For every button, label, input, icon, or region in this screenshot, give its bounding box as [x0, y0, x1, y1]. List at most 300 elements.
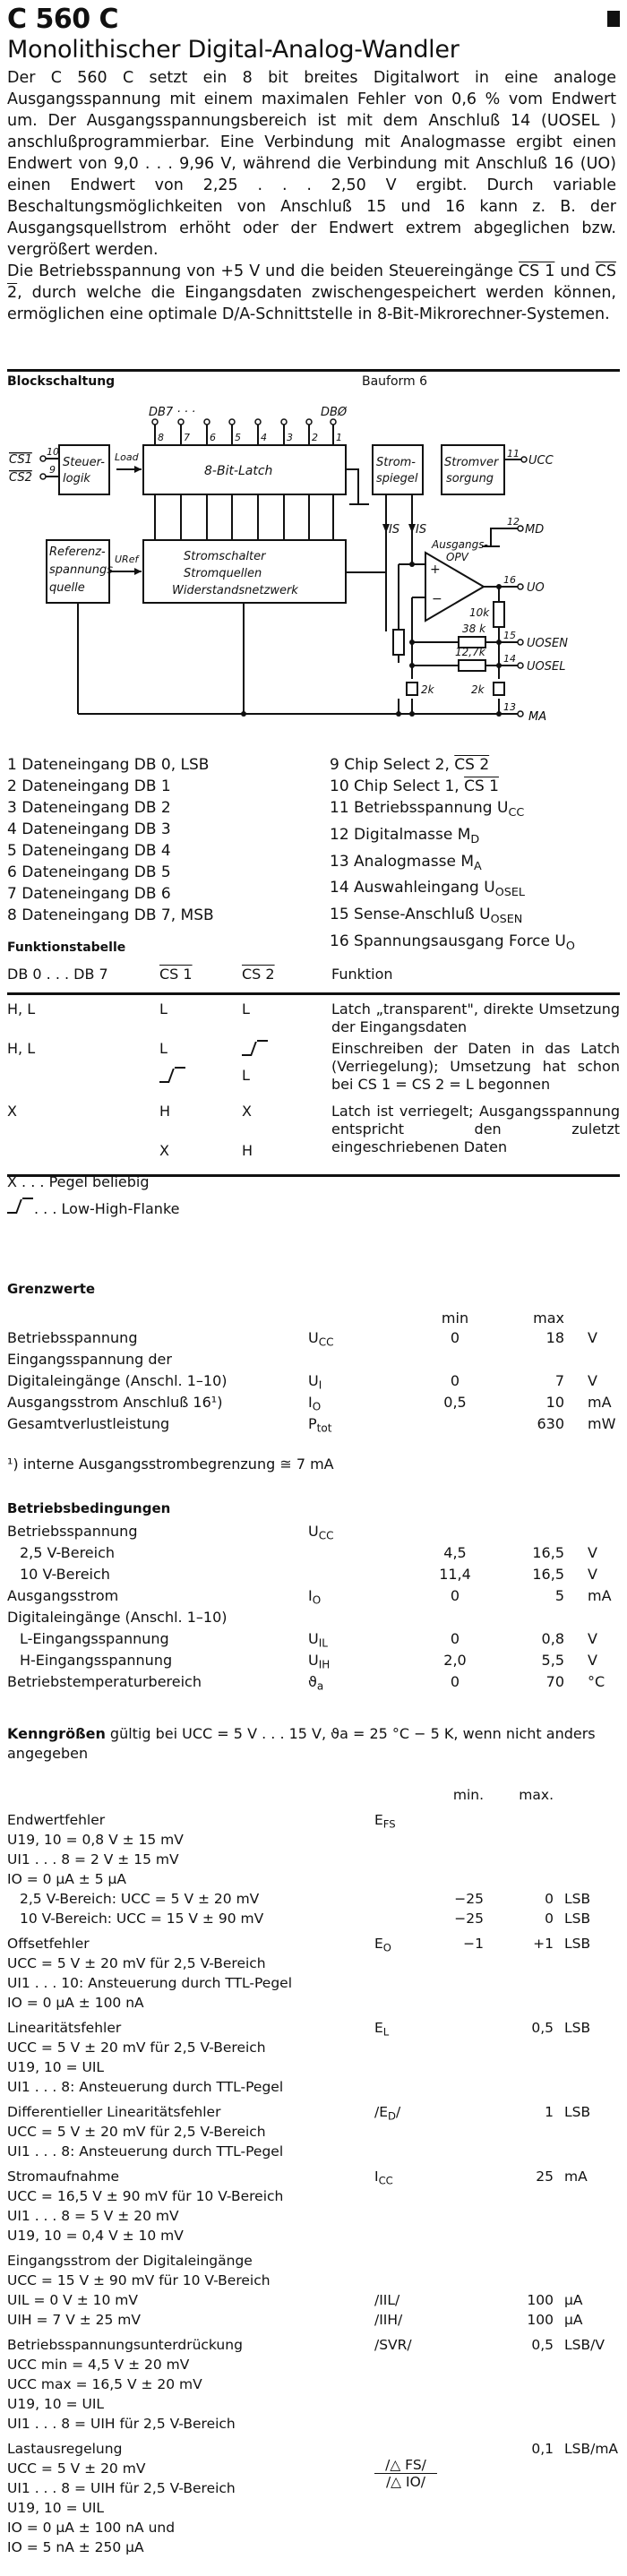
characteristic-title: Differentieller Linearitätsfehler: [7, 2104, 221, 2120]
operating-row: [7, 1544, 620, 1566]
characteristics-header: [7, 1787, 620, 1807]
limits-row: [7, 1372, 620, 1394]
param-max: 18: [545, 1329, 564, 1346]
cell-function: Einschreiben der Daten in das Latch (Verriegelung); Umsetzung hat schon bei CS 1 = CS 2 = L begonnen: [331, 1040, 620, 1093]
current-mirror-label-1: Strom-: [376, 456, 417, 469]
condition-row: [7, 2416, 620, 2435]
reference-label-2: spannungs: [49, 563, 113, 577]
resistor-label-2k-a: 2k: [421, 683, 434, 696]
characteristic-title: Linearitätsfehler: [7, 2020, 122, 2036]
resistor-label-38k: 38 k: [462, 623, 486, 635]
label-db7: DB7 · · ·: [149, 406, 195, 419]
pin-item: 13 Analogmasse $M_A$: [330, 852, 482, 873]
function-table-row: [7, 1000, 620, 1040]
char-col-max: max.: [519, 1787, 554, 1803]
operating-row: [7, 1587, 620, 1609]
characteristics-conditions: gültig bei UCC = 5 V . . . 15 V, ϑa = 25 °C − 5 K, wenn nicht anders angegeben: [7, 1725, 596, 1762]
pin-num-1: 1: [336, 432, 342, 443]
condition-text: UCC max = 16,5 V ± 20 mV: [7, 2376, 202, 2392]
characteristic-max: 0,5: [531, 2020, 554, 2036]
param-max: 5,5: [541, 1652, 564, 1669]
cell-cs1: L: [159, 1000, 167, 1018]
cell-cs2: [242, 1040, 269, 1060]
condition-row: [7, 2539, 620, 2559]
characteristic-max: 1: [545, 2104, 554, 2120]
pin-subscript: CC: [508, 805, 525, 820]
latch-to-network-lines: [155, 494, 333, 540]
condition-min: −25: [454, 1911, 484, 1927]
characteristic-symbol-sub: D: [388, 2109, 396, 2123]
param-min: 0: [450, 1372, 460, 1389]
condition-text: UI1 . . . 8: Ansteuerung durch TTL-Pegel: [7, 2079, 284, 2095]
pin-subscript: D: [470, 832, 480, 846]
fraction-denominator: /△ IO/: [385, 2474, 426, 2490]
param-min: 0: [450, 1673, 460, 1690]
characteristic-max: +1: [533, 1936, 554, 1952]
operating-table: [7, 1523, 620, 1695]
operating-row: [7, 1652, 620, 1673]
condition-text: IO = 0 µA ± 100 nA und: [7, 2520, 176, 2536]
param-symbol-sub: tot: [316, 1421, 332, 1435]
condition-symbol: /IIH/: [374, 2312, 403, 2328]
characteristic-symbol-sub: FS: [382, 1817, 396, 1831]
condition-row: [7, 1891, 620, 1911]
label-db0: DBØ: [321, 406, 348, 419]
section-label-grenzwerte: Grenzwerte: [7, 1281, 96, 1297]
pin-item: 5 Dateneingang DB 4: [7, 842, 171, 860]
param-unit: V: [588, 1630, 597, 1647]
condition-text: U19, 10 = 0,8 V ± 15 mV: [7, 1832, 184, 1848]
control-logic-label-2: logik: [63, 472, 90, 485]
power-supply-label-1: Stromver: [444, 456, 499, 469]
pin-item: 4 Dateneingang DB 3: [7, 820, 171, 838]
reference-label-1: Referenz-: [49, 545, 106, 559]
pin-item: 6 Dateneingang DB 5: [7, 863, 171, 881]
characteristic-title-row: [7, 2104, 620, 2124]
condition-symbol: /IIL/: [374, 2292, 400, 2308]
condition-text: UCC = 16,5 V ± 90 mV für 10 V-Bereich: [7, 2188, 284, 2204]
label-uref: URef: [115, 554, 139, 565]
param-max: 16,5: [532, 1566, 564, 1583]
label-md: MD: [525, 523, 545, 537]
function-table-header: [7, 966, 620, 992]
characteristics-title: Kenngrößen: [7, 1725, 106, 1742]
characteristic-title-row: [7, 2020, 620, 2039]
condition-text: UI1 . . . 8 = UIH für 2,5 V-Bereich: [7, 2416, 236, 2432]
cell-db: H, L: [7, 1000, 36, 1018]
opamp-label-1: Ausgangs-: [432, 538, 488, 551]
condition-text: UCC = 5 V ± 20 mV: [7, 2460, 146, 2477]
control-logic-label-1: Steuer-: [63, 456, 105, 469]
latch-label: 8-Bit-Latch: [204, 464, 273, 478]
condition-text: UI1 . . . 8 = 5 V ± 20 mV: [7, 2208, 179, 2224]
characteristic-title: Stromaufnahme: [7, 2168, 120, 2185]
condition-text: UCC = 15 V ± 90 mV für 10 V-Bereich: [7, 2272, 271, 2288]
condition-max: 100: [527, 2292, 554, 2308]
opamp-plus: +: [430, 562, 441, 577]
condition-text: U19, 10 = 0,4 V ± 10 mV: [7, 2228, 184, 2244]
edge-icon: [242, 1040, 269, 1056]
characteristic-unit: LSB: [564, 2020, 591, 2036]
function-table-row: [7, 1142, 620, 1169]
param-symbol-sub: I: [318, 1378, 322, 1392]
param-symbol-sub: O: [312, 1400, 322, 1413]
intro-p2-part-b: und: [554, 262, 596, 280]
pin-num-3: 3: [287, 432, 293, 443]
param-label: Gesamtverlustleistung: [7, 1415, 170, 1432]
characteristic-title: Endwertfehler: [7, 1812, 106, 1828]
param-symbol-sub: CC: [318, 1529, 334, 1542]
condition-unit: LSB: [564, 1891, 591, 1907]
reference-label-3: quelle: [49, 581, 85, 595]
edge-icon: [7, 1198, 34, 1214]
param-symbol-sub: IL: [318, 1636, 328, 1650]
cell-function: Latch „transparent", direkte Umsetzung der Eingangsdaten: [331, 1000, 620, 1035]
condition-unit: µA: [564, 2292, 583, 2308]
characteristics-body: [7, 1807, 620, 2559]
limits-col-max: max: [533, 1309, 564, 1327]
limits-row: [7, 1351, 620, 1372]
page-title: Monolithischer Digital-Analog-Wandler: [7, 36, 460, 64]
operating-row: [7, 1673, 620, 1695]
resistor-label-10k: 10k: [469, 606, 490, 619]
intro-paragraph-1: Der C 560 C setzt ein 8 bit breites Digitalwort in eine analoge Ausgangsspannung mit einem maximalen Fehler von 0,6 % vom Endwert um. Der Ausgangsspannungsbereich ist mit dem Anschluß 14 (UOSEL ) anschlußprogrammierbar. Eine Verbindung mit Analogmasse ergibt einen Endwert von 9,0 . . . 9,96 V, während die Verbindung mit Anschluß 16 (UO) einen Endwert von 2,25 . . . 2,50 V ergibt. Durch variable Beschaltungsmöglichkeiten von Anschluß 15 und 16 kann z. B. der Ausgangsquellstrom erhöht oder der Endwert extrem abgeglichen bzw. vergrößert werden.: [7, 69, 616, 259]
limits-footnote: ¹) interne Ausgangsstrombegrenzung ≅ 7 mA: [7, 1455, 334, 1473]
condition-row: [7, 2292, 620, 2312]
characteristic-max: 0,1: [531, 2441, 554, 2457]
function-table-body: [7, 1000, 620, 1169]
param-symbol: $I_O$: [308, 1587, 322, 1607]
label-uosel: UOSEL: [527, 660, 566, 674]
label-ucc: UCC: [528, 454, 554, 468]
characteristic-title-row: [7, 2253, 620, 2272]
param-max: 16,5: [532, 1544, 564, 1561]
characteristic-title-row: [7, 2441, 620, 2460]
condition-row: [7, 2480, 620, 2500]
param-symbol: $I_O$: [308, 1394, 322, 1413]
header-cs1: CS 1: [159, 966, 193, 983]
pin-item: 10 Chip Select 1, CS 1: [330, 777, 499, 795]
intro-paragraph-2: [7, 261, 616, 325]
condition-unit: LSB: [564, 1911, 591, 1927]
label-is-left: IS: [389, 523, 400, 537]
characteristic-symbol: $E_O$: [374, 1936, 391, 1954]
condition-row: [7, 2228, 620, 2247]
param-symbol: $ϑ_a$: [308, 1673, 324, 1693]
param-symbol: $U_{CC}$: [308, 1523, 334, 1542]
condition-text: UI1 . . . 8: Ansteuerung durch TTL-Pegel: [7, 2143, 284, 2160]
condition-row: [7, 2357, 620, 2376]
edge-icon: [159, 1067, 186, 1083]
param-symbol-sub: a: [316, 1679, 324, 1693]
characteristic-title: Betriebsspannungsunterdrückung: [7, 2337, 243, 2353]
legend-edge: [7, 1198, 179, 1217]
block-diagram-svg: [0, 394, 627, 699]
label-cs1: CS1: [9, 453, 32, 467]
limits-row: [7, 1329, 620, 1351]
current-mirror-block: [373, 445, 423, 494]
condition-text: UI1 . . . 10: Ansteuerung durch TTL-Pegel: [7, 1975, 292, 1991]
characteristic-unit: LSB/V: [564, 2337, 605, 2353]
operating-row: [7, 1566, 620, 1587]
characteristic-symbol: $I_{CC}$: [374, 2168, 393, 2187]
condition-row: [7, 2500, 620, 2520]
condition-row: [7, 1851, 620, 1871]
pin-num-uosen: 15: [503, 630, 516, 641]
characteristic-title: Eingangsstrom der Digitaleingänge: [7, 2253, 253, 2269]
characteristic-symbol: /SVR/: [374, 2337, 412, 2353]
condition-text: IO = 5 nA ± 250 µA: [7, 2539, 144, 2555]
pin-num-ucc: 11: [507, 448, 520, 459]
characteristic-title-row: [7, 2337, 620, 2357]
condition-text: UI1 . . . 8 = UIH für 2,5 V-Bereich: [7, 2480, 236, 2496]
cs1-overline: CS 1: [518, 262, 555, 280]
diagram-bottom-bus: [0, 699, 627, 734]
param-max: 7: [554, 1372, 564, 1389]
limits-header: [7, 1309, 620, 1329]
function-table-row: [7, 1067, 620, 1103]
part-number: C 560 C: [7, 4, 119, 35]
opamp-label-2: OPV: [446, 551, 468, 563]
condition-row: [7, 2124, 620, 2143]
pin-num-8: 8: [158, 432, 164, 443]
block-diagram: [0, 394, 627, 699]
param-unit: V: [588, 1566, 597, 1583]
condition-max: 0: [545, 1911, 554, 1927]
param-label: 2,5 V-Bereich: [20, 1544, 116, 1561]
characteristic-symbol: $/E_D/$: [374, 2104, 401, 2123]
function-table-row: [7, 1040, 620, 1093]
param-max: 10: [545, 1394, 564, 1411]
param-min: 4,5: [443, 1544, 467, 1561]
pin-item: 14 Auswahleingang $U_{OSEL}$: [330, 879, 525, 900]
condition-row: [7, 2188, 620, 2208]
param-label: Digitaleingänge (Anschl. 1–10): [7, 1609, 228, 1626]
pin-num-2: 2: [312, 432, 318, 443]
condition-text: 10 V-Bereich: UCC = 15 V ± 90 mV: [20, 1911, 264, 1927]
param-unit: °C: [588, 1673, 606, 1690]
control-logic-block: [59, 445, 109, 494]
condition-row: [7, 2079, 620, 2099]
condition-row: [7, 2396, 620, 2416]
condition-row: [7, 1911, 620, 1930]
pin-num-md: 12: [507, 516, 520, 528]
condition-row: [7, 1832, 620, 1851]
characteristic-title: Lastausregelung: [7, 2441, 123, 2457]
pin-num-uosel: 14: [503, 653, 516, 665]
limits-row: [7, 1394, 620, 1415]
pin-num-5: 5: [235, 432, 241, 443]
condition-row: [7, 2376, 620, 2396]
param-symbol: $U_{CC}$: [308, 1329, 334, 1349]
characteristic-unit: LSB: [564, 1936, 591, 1952]
condition-max: 100: [527, 2312, 554, 2328]
table-divider-top: [7, 992, 620, 995]
pin-num-6: 6: [210, 432, 216, 443]
pin-item: 15 Sense-Anschluß $U_{OSEN}$: [330, 906, 523, 927]
param-unit: V: [588, 1544, 597, 1561]
section-label-betriebsbedingungen: Betriebsbedingungen: [7, 1500, 171, 1516]
param-symbol: $P_{tot}$: [308, 1415, 332, 1435]
param-min: 0: [450, 1587, 460, 1604]
param-unit: mA: [588, 1394, 612, 1411]
cell-db: X: [7, 1103, 17, 1120]
param-label: Eingangsspannung der: [7, 1351, 172, 1368]
condition-text: UIL = 0 V ± 10 mV: [7, 2292, 138, 2308]
characteristics-table: [7, 1787, 620, 2559]
cell-db: H, L: [7, 1040, 36, 1057]
condition-text: IO = 0 µA ± 5 µA: [7, 1871, 126, 1887]
param-unit: V: [588, 1652, 597, 1669]
data-pin-lines: [155, 425, 333, 445]
header-cs2: CS 2: [242, 966, 275, 983]
condition-text: UCC = 5 V ± 20 mV für 2,5 V-Bereich: [7, 2124, 266, 2140]
param-min: 2,0: [443, 1652, 467, 1669]
cell-cs1: X: [159, 1142, 169, 1159]
operating-row: [7, 1609, 620, 1630]
operating-body: [7, 1523, 620, 1695]
cell-cs2: L: [242, 1067, 250, 1084]
param-label: Betriebsspannung: [7, 1523, 138, 1540]
condition-row: [7, 2520, 620, 2539]
condition-text: U19, 10 = UIL: [7, 2396, 105, 2412]
cell-cs2: X: [242, 1103, 252, 1120]
param-min: 0,5: [443, 1394, 467, 1411]
header-funktion: Funktion: [331, 966, 393, 983]
operating-row: [7, 1523, 620, 1544]
label-load: Load: [115, 451, 139, 463]
condition-text: UIH = 7 V ± 25 mV: [7, 2312, 141, 2328]
pin-item: 2 Dateneingang DB 1: [7, 777, 171, 795]
characteristic-unit: LSB: [564, 2104, 591, 2120]
condition-text: IO = 0 µA ± 100 nA: [7, 1995, 144, 2011]
switch-network-label-2: Stromquellen: [184, 567, 262, 580]
function-table: [7, 966, 620, 1177]
param-max: 70: [545, 1673, 564, 1690]
characteristic-max: 0,5: [531, 2337, 554, 2353]
limits-col-min: min: [441, 1309, 469, 1327]
param-label: 10 V-Bereich: [20, 1566, 110, 1583]
intro-p2-part-a: Die Betriebsspannung von +5 V und die beiden Steuereingänge: [7, 262, 519, 280]
characteristic-unit: LSB/mA: [564, 2441, 619, 2457]
pin-overline: CS 1: [464, 777, 499, 795]
characteristic-title: Offsetfehler: [7, 1936, 90, 1952]
condition-text: UCC = 5 V ± 20 mV für 2,5 V-Bereich: [7, 2039, 266, 2056]
pin-num-ma: 13: [503, 701, 516, 713]
package-label: Bauform 6: [362, 374, 428, 389]
pin-item: 8 Dateneingang DB 7, MSB: [7, 906, 214, 924]
pin-subscript: A: [474, 859, 482, 873]
pin-num-uo: 16: [503, 574, 516, 586]
characteristic-title-row: [7, 1936, 620, 1955]
pin-item: 11 Betriebsspannung $U_{CC}$: [330, 799, 525, 820]
fraction-numerator: /△ FS/: [374, 2457, 437, 2474]
switch-network-label-3: Widerstandsnetzwerk: [172, 584, 298, 597]
cell-function: Latch ist verriegelt; Ausgangsspannung entspricht den zuletzt eingeschriebenen Daten: [331, 1103, 620, 1155]
param-unit: mA: [588, 1587, 612, 1604]
limits-row: [7, 1415, 620, 1437]
param-min: 11,4: [439, 1566, 471, 1583]
condition-row: [7, 1955, 620, 1975]
pin-num-cs2: 9: [49, 464, 56, 476]
intro-p2-part-c: , durch welche die Eingangsdaten zwischengespeichert werden können, ermöglichen eine optimale D/A-Schnittstelle in 8-Bit-Mikrorechner-Systemen.: [7, 284, 616, 323]
condition-row: [7, 1871, 620, 1891]
cs2-overline: CS 2: [7, 262, 616, 302]
pin-num-4: 4: [261, 432, 267, 443]
param-symbol: $U_{IL}$: [308, 1630, 328, 1650]
cell-cs2: H: [242, 1142, 253, 1159]
characteristic-symbol: $E_{FS}$: [374, 1812, 396, 1831]
param-label: H-Eingangsspannung: [20, 1652, 173, 1669]
characteristic-symbol-sub: O: [382, 1941, 391, 1954]
param-label: Ausgangsstrom: [7, 1587, 119, 1604]
pin-item: 3 Dateneingang DB 2: [7, 799, 171, 817]
pin-subscript: O: [565, 939, 575, 953]
condition-row: [7, 2208, 620, 2228]
label-uo: UO: [527, 581, 545, 595]
cell-cs1: [159, 1067, 186, 1086]
condition-max: 0: [545, 1891, 554, 1907]
condition-row: [7, 2312, 620, 2331]
pin-subscript: OSEN: [490, 913, 523, 927]
divider: [7, 369, 620, 372]
pin-item: 1 Dateneingang DB 0, LSB: [7, 756, 210, 774]
power-supply-label-2: sorgung: [446, 472, 494, 485]
param-label: Betriebsspannung: [7, 1329, 138, 1346]
condition-text: U19, 10 = UIL: [7, 2500, 105, 2516]
param-label: Betriebstemperaturbereich: [7, 1673, 202, 1690]
limits-body: [7, 1329, 620, 1437]
condition-text: UCC = 5 V ± 20 mV für 2,5 V-Bereich: [7, 1955, 266, 1971]
param-max: 630: [537, 1415, 564, 1432]
pin-item: 9 Chip Select 2, CS 2: [330, 756, 490, 774]
condition-row: [7, 2039, 620, 2059]
char-col-min: min.: [452, 1787, 484, 1803]
operating-row: [7, 1630, 620, 1652]
characteristics-intro: [7, 1724, 620, 1764]
switch-network-label-1: Stromschalter: [184, 550, 266, 563]
section-label-funktionstabelle: Funktionstabelle: [7, 940, 126, 955]
resistor-label-12-7k: 12,7k: [455, 646, 485, 658]
section-label-blockschaltung: Blockschaltung: [7, 374, 116, 389]
param-symbol-sub: O: [312, 1593, 322, 1607]
corner-marker: [607, 11, 620, 27]
condition-text: U19, 10 = UIL: [7, 2059, 105, 2075]
param-symbol: $U_I$: [308, 1372, 322, 1392]
param-unit: V: [588, 1372, 597, 1389]
power-supply-block: [442, 445, 504, 494]
characteristic-unit: mA: [564, 2168, 588, 2185]
condition-row: [7, 2272, 620, 2292]
condition-row: [7, 1995, 620, 2014]
param-max: 0,8: [541, 1630, 564, 1647]
characteristic-min: −1: [463, 1936, 484, 1952]
legend-edge-text: . . . Low-High-Flanke: [34, 1200, 180, 1217]
condition-text: UI1 . . . 8 = 2 V ± 15 mV: [7, 1851, 179, 1868]
limits-table: [7, 1309, 620, 1437]
pin-list-right: [330, 754, 575, 957]
legend-x: X . . . Pegel beliebig: [7, 1173, 150, 1190]
pin-num-7: 7: [184, 432, 190, 443]
label-uosen: UOSEN: [527, 637, 568, 650]
label-ma: MA: [528, 710, 547, 724]
param-min: 0: [450, 1630, 460, 1647]
param-label: Ausgangsstrom Anschluß 16¹): [7, 1394, 223, 1411]
param-max: 5: [554, 1587, 564, 1604]
characteristic-symbol: $E_L$: [374, 2020, 390, 2039]
pin-num-cs1: 10: [47, 446, 59, 458]
intro-text: [7, 67, 616, 325]
